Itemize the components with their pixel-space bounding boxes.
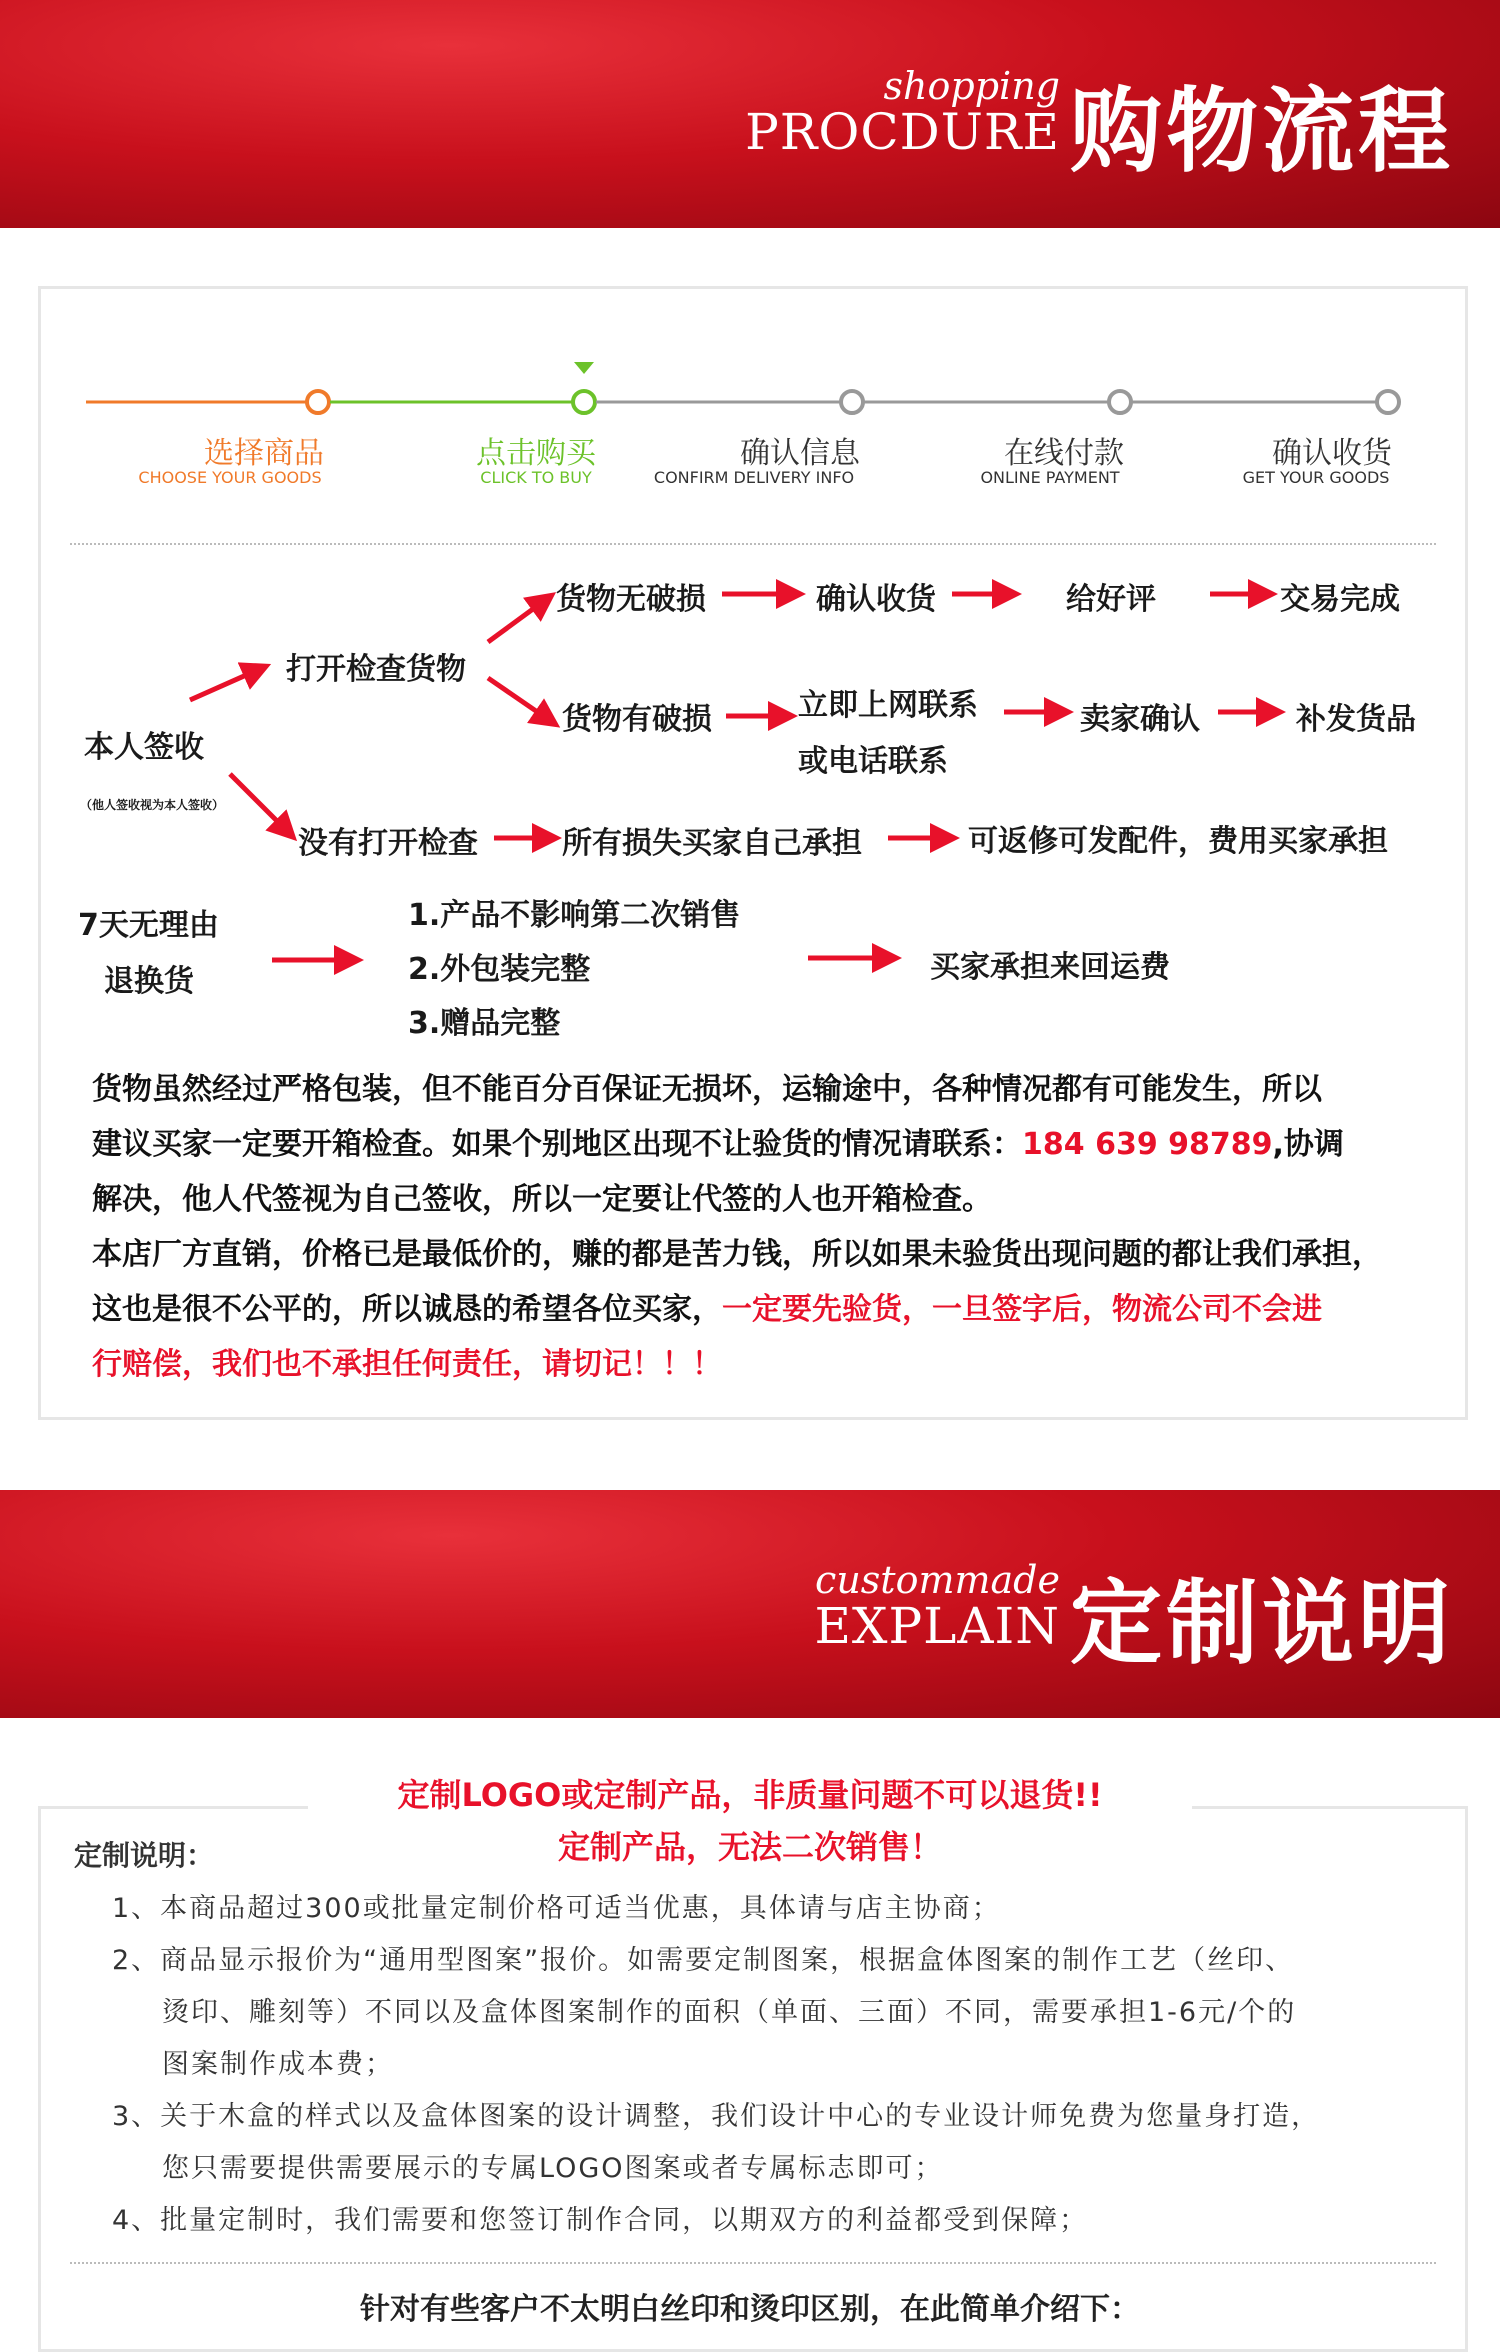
flow-buyer-loss: 所有损失买家自己承担 bbox=[562, 826, 862, 861]
step-3-sublabel: CONFIRM DELIVERY INFO bbox=[653, 468, 855, 487]
flow-sign: 本人签收 bbox=[84, 730, 204, 765]
arrow-sign-to-open bbox=[190, 668, 262, 700]
flow-confirm-receipt: 确认收货 bbox=[816, 582, 936, 617]
banner2-en-small: custommade bbox=[815, 1558, 1060, 1602]
flow-seller-confirm: 卖家确认 bbox=[1080, 702, 1200, 737]
custom-item-3: 3、关于木盒的样式以及盒体图案的设计调整，我们设计中心的专业设计师免费为您量身打造， bbox=[112, 2101, 1321, 2132]
custom-title: 定制说明： bbox=[74, 1839, 215, 1872]
custom-item-3-cont: 您只需要提供需要展示的专属LOGO图案或者专属标志即可； bbox=[162, 2153, 944, 2184]
notice-line-1: 货物虽然经过严格包装，但不能百分百保证无损坏，运输途中，各种情况都有可能发生，所以 bbox=[92, 1072, 1322, 1107]
flow-open: 打开检查货物 bbox=[286, 652, 466, 687]
arrow-sign-to-notopen bbox=[230, 774, 290, 834]
notice-line-4: 本店厂方直销，价格已是最低价的，赚的都是苦力钱，所以如果未验货出现问题的都让我们承担， bbox=[92, 1237, 1382, 1272]
notice-paragraph bbox=[92, 1062, 1452, 1392]
flow-contact-phone: 或电话联系 bbox=[798, 744, 948, 779]
contact-phone: 184 639 98789 bbox=[1022, 1127, 1273, 1162]
flow-not-open: 没有打开检查 bbox=[298, 826, 478, 861]
notice-line-2: 建议买家一定要开箱检查。如果个别地区出现不让验货的情况请联系：184 639 98789,协调 bbox=[92, 1127, 1344, 1162]
banner-custommade-explain bbox=[0, 1490, 1500, 1718]
flow-condition-1: 1.产品不影响第二次销售 bbox=[408, 898, 741, 933]
flow-condition-3: 3.赠品完整 bbox=[408, 1006, 561, 1041]
step-4-label: 在线付款 bbox=[1004, 436, 1124, 471]
arrow-open-to-nodamage bbox=[488, 598, 548, 642]
flow-good-review: 给好评 bbox=[1066, 582, 1156, 617]
step-4-sublabel: ONLINE PAYMENT bbox=[980, 468, 1120, 487]
arrow-open-to-damage bbox=[488, 678, 552, 722]
notice-warning: 一定要先验货，一旦签字后，物流公司不会进 bbox=[722, 1292, 1322, 1327]
custom-item-2-cont: 烫印、雕刻等）不同以及盒体图案制作的面积（单面、三面）不同，需要承担1-6元/个的 bbox=[162, 1997, 1297, 2028]
step-3-label: 确认信息 bbox=[740, 436, 860, 471]
custom-item-2: 2、商品显示报价为“通用型图案”报价。如需要定制图案，根据盒体图案的制作工艺（丝印、 bbox=[112, 1945, 1295, 1976]
step-2-label: 点击购买 bbox=[476, 436, 596, 471]
banner2-cn-title: 定制说明 bbox=[1070, 1569, 1455, 1677]
custom-warning-1: 定制LOGO或定制产品，非质量问题不可以退货!! bbox=[397, 1776, 1103, 1814]
banner-en-small: shopping bbox=[883, 64, 1060, 108]
flow-return-line1: 7天无理由 bbox=[78, 908, 219, 943]
custom-item-2-cont2: 图案制作成本费； bbox=[162, 2049, 394, 2080]
custom-warning-2: 定制产品，无法二次销售！ bbox=[557, 1828, 942, 1866]
flow-sign-note: （他人签收视为本人签收） bbox=[80, 798, 225, 812]
flow-contact-online: 立即上网联系 bbox=[798, 688, 978, 723]
custom-item-1: 1、本商品超过300或批量定制价格可适当优惠，具体请与店主协商； bbox=[112, 1893, 1001, 1924]
step-1-sublabel: CHOOSE YOUR GOODS bbox=[138, 468, 322, 487]
banner-cn-title: 购物流程 bbox=[1070, 77, 1455, 185]
custom-divider bbox=[70, 2262, 1436, 2264]
step-2-sublabel: CLICK TO BUY bbox=[480, 468, 592, 487]
step-5-label: 确认收货 bbox=[1272, 436, 1392, 471]
flow-shipping-fee: 买家承担来回运费 bbox=[930, 950, 1170, 985]
flow-reissue: 补发货品 bbox=[1296, 702, 1416, 737]
banner2-en-big: EXPLAIN bbox=[814, 1597, 1060, 1655]
banner2-en-title bbox=[814, 1558, 1060, 1655]
flow-no-damage: 货物无破损 bbox=[556, 582, 706, 617]
custom-footer-note: 针对有些客户不太明白丝印和烫印区别，在此简单介绍下： bbox=[360, 2292, 1140, 2327]
flow-return-line2: 退换货 bbox=[104, 964, 194, 999]
step-5-sublabel: GET YOUR GOODS bbox=[1242, 468, 1390, 487]
step-1-label: 选择商品 bbox=[204, 436, 324, 471]
notice-line-5: 这也是很不公平的，所以诚恳的希望各位买家，一定要先验货，一旦签字后，物流公司不会进 bbox=[92, 1292, 1322, 1327]
notice-line-6: 行赔偿，我们也不承担任何责任，请切记！！！ bbox=[92, 1347, 722, 1382]
notice-line-3: 解决，他人代签视为自己签收，所以一定要让代签的人也开箱检查。 bbox=[92, 1182, 992, 1217]
flow-repair: 可返修可发配件，费用买家承担 bbox=[968, 824, 1388, 859]
custom-item-4: 4、批量定制时，我们需要和您签订制作合同，以期双方的利益都受到保障； bbox=[112, 2205, 1089, 2236]
flow-arrows bbox=[0, 0, 1500, 1060]
flow-damage: 货物有破损 bbox=[562, 702, 712, 737]
flow-done: 交易完成 bbox=[1280, 582, 1400, 617]
banner-en-big: PROCDURE bbox=[745, 103, 1060, 161]
flow-condition-2: 2.外包装完整 bbox=[408, 952, 591, 987]
